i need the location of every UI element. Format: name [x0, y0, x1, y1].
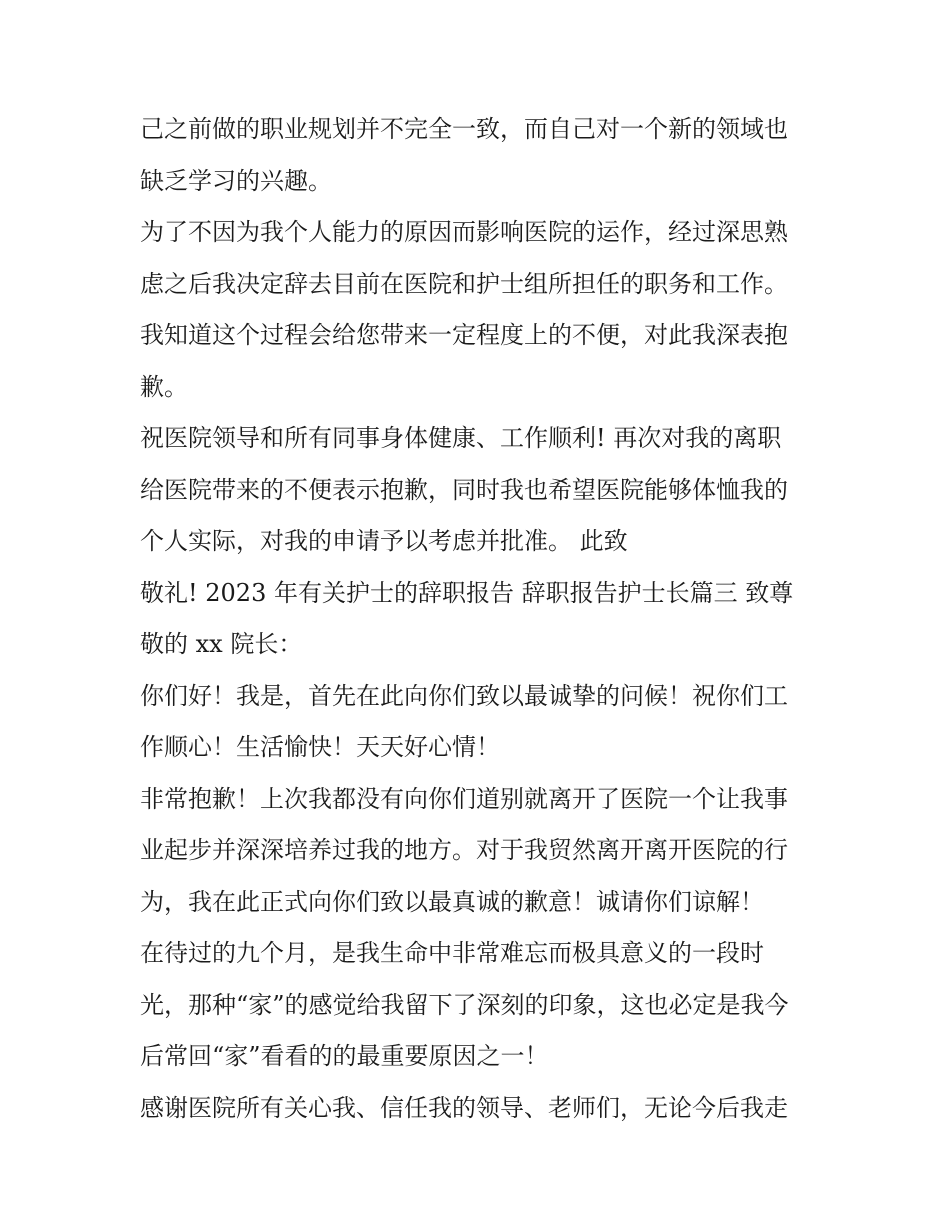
text-line-5: 我知道这个过程会给您带来一定程度上的不便，对此我深表抱	[140, 321, 788, 349]
document-body	[140, 104, 820, 1134]
text-line-4: 虑之后我决定辞去目前在医院和护士组所担任的职务和工作。	[140, 269, 788, 298]
text-line-19: 后常回“家”看看的的最重要原因之一！	[140, 1042, 549, 1070]
text-line-8: 给医院带来的不便表示抱歉，同时我也希望医院能够体恤我的	[140, 475, 788, 504]
text-line-1: 己之前做的职业规划并不完全一致，而自己对一个新的领域也	[140, 115, 788, 143]
text-line-10: 敬礼! 2023 年有关护士的辞职报告 辞职报告护士长篇三 致尊	[140, 578, 794, 607]
text-line-14: 非常抱歉！上次我都没有向你们道别就离开了医院一个让我事	[140, 784, 788, 813]
text-line-20: 感谢医院所有关心我、信任我的领导、老师们，无论今后我走	[140, 1093, 788, 1122]
text-line-3: 为了不因为我个人能力的原因而影响医院的运作，经过深思熟	[140, 218, 788, 246]
text-line-2: 缺乏学习的兴趣。	[140, 166, 332, 195]
text-line-11: 敬的 xx 院长：	[140, 630, 303, 658]
text-line-15: 业起步并深深培养过我的地方。对于我贸然离开离开医院的行	[140, 836, 788, 864]
text-line-16: 为，我在此正式向你们致以最真诚的歉意！诚请你们谅解！	[140, 887, 764, 916]
text-line-12: 你们好！我是，首先在此向你们致以最诚挚的问候！祝你们工	[140, 681, 788, 710]
text-line-18: 光，那种“家”的感觉给我留下了深刻的印象，这也必定是我今	[140, 990, 789, 1019]
text-line-17: 在待过的九个月，是我生命中非常难忘而极具意义的一段时	[140, 939, 764, 967]
text-line-13: 作顺心！生活愉快！天天好心情！	[140, 733, 500, 761]
text-line-9: 个人实际，对我的申请予以考虑并批准。 此致	[140, 527, 628, 555]
text-line-6: 歉。	[140, 372, 188, 401]
text-line-7: 祝医院领导和所有同事身体健康、工作顺利! 再次对我的离职	[140, 424, 782, 452]
